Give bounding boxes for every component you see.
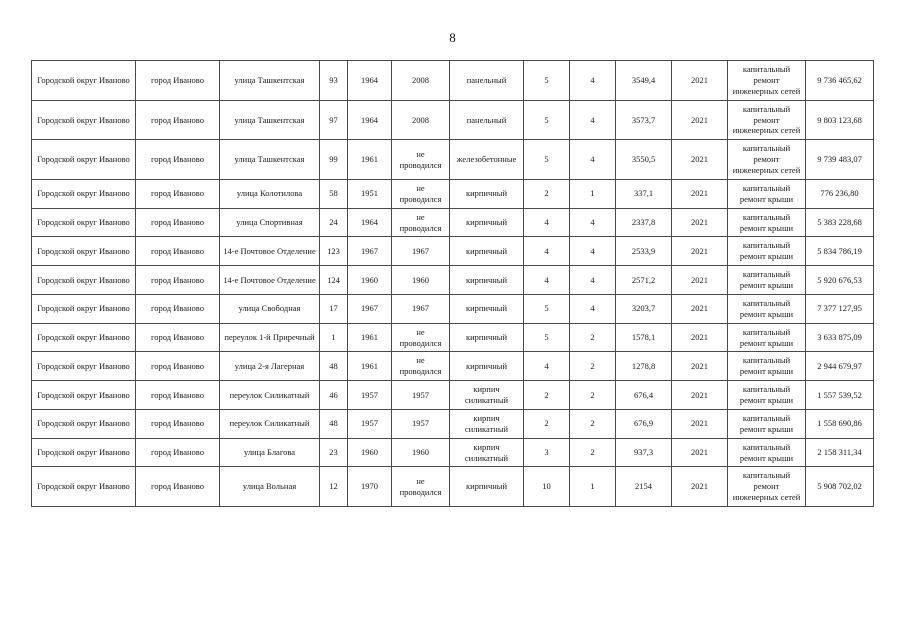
buildings-table bbox=[31, 60, 874, 507]
table-cell: 1967 bbox=[392, 237, 450, 266]
table-cell: кирпичный bbox=[450, 179, 524, 208]
table-cell: город Иваново bbox=[136, 61, 220, 101]
table-cell: 1957 bbox=[348, 381, 392, 410]
table-row bbox=[32, 294, 874, 323]
table-cell: капитальный ремонт крыши bbox=[728, 409, 806, 438]
table-cell: капитальный ремонт крыши bbox=[728, 294, 806, 323]
table-cell: Городской округ Иваново bbox=[32, 140, 136, 180]
table-cell: город Иваново bbox=[136, 294, 220, 323]
table-cell: 2021 bbox=[672, 323, 728, 352]
table-cell: 2008 bbox=[392, 100, 450, 140]
table-row bbox=[32, 266, 874, 295]
table-cell: Городской округ Иваново bbox=[32, 237, 136, 266]
table-cell: 46 bbox=[320, 381, 348, 410]
table-cell: 2571,2 bbox=[616, 266, 672, 295]
table-cell: капитальный ремонт крыши bbox=[728, 352, 806, 381]
table-cell: Городской округ Иваново bbox=[32, 438, 136, 467]
table-cell: 676,4 bbox=[616, 381, 672, 410]
table-row bbox=[32, 381, 874, 410]
table-cell: 2 bbox=[524, 179, 570, 208]
table-row bbox=[32, 409, 874, 438]
table-cell: 2021 bbox=[672, 100, 728, 140]
table-cell: 1 557 539,52 bbox=[806, 381, 874, 410]
table-cell: 3550,5 bbox=[616, 140, 672, 180]
table-row bbox=[32, 352, 874, 381]
table-cell: город Иваново bbox=[136, 266, 220, 295]
table-cell: город Иваново bbox=[136, 237, 220, 266]
table-cell: 2 bbox=[570, 352, 616, 381]
table-cell: 2 bbox=[570, 438, 616, 467]
table-row bbox=[32, 179, 874, 208]
table-cell: 2021 bbox=[672, 61, 728, 101]
table-cell: капитальный ремонт крыши bbox=[728, 237, 806, 266]
table-cell: 2 944 679,97 bbox=[806, 352, 874, 381]
table-row bbox=[32, 100, 874, 140]
table-cell: капитальный ремонт крыши bbox=[728, 438, 806, 467]
table-cell: переулок Силикатный bbox=[220, 381, 320, 410]
table-cell: Городской округ Иваново bbox=[32, 467, 136, 507]
table-cell: 2 158 311,34 bbox=[806, 438, 874, 467]
table-cell: капитальный ремонт инженерных сетей bbox=[728, 467, 806, 507]
table-cell: 3549,4 bbox=[616, 61, 672, 101]
table-cell: улица Благова bbox=[220, 438, 320, 467]
table-cell: 5 bbox=[524, 100, 570, 140]
table-cell: не проводился bbox=[392, 467, 450, 507]
table-cell: 4 bbox=[570, 266, 616, 295]
table-cell: железобетонные bbox=[450, 140, 524, 180]
table-cell: 2021 bbox=[672, 381, 728, 410]
table-cell: 4 bbox=[524, 237, 570, 266]
table-cell: Городской округ Иваново bbox=[32, 208, 136, 237]
table-cell: 937,3 bbox=[616, 438, 672, 467]
table-cell: 1967 bbox=[348, 237, 392, 266]
table-cell: 4 bbox=[524, 208, 570, 237]
table-cell: 1957 bbox=[348, 409, 392, 438]
table-body bbox=[32, 61, 874, 507]
table-cell: кирпичный bbox=[450, 294, 524, 323]
table-cell: 2021 bbox=[672, 208, 728, 237]
table-cell: 2021 bbox=[672, 237, 728, 266]
table-cell: кирпичный bbox=[450, 237, 524, 266]
table-row bbox=[32, 140, 874, 180]
table-cell: 5 383 228,68 bbox=[806, 208, 874, 237]
table-cell: 1964 bbox=[348, 208, 392, 237]
table-cell: Городской округ Иваново bbox=[32, 323, 136, 352]
table-cell: 1 bbox=[570, 179, 616, 208]
table-cell: Городской округ Иваново bbox=[32, 409, 136, 438]
table-cell: город Иваново bbox=[136, 409, 220, 438]
table-cell: 1960 bbox=[348, 438, 392, 467]
table-cell: город Иваново bbox=[136, 438, 220, 467]
table-cell: город Иваново bbox=[136, 208, 220, 237]
table-cell: улица 2-я Лагерная bbox=[220, 352, 320, 381]
page-number: 8 bbox=[449, 30, 456, 45]
table-cell: 2533,9 bbox=[616, 237, 672, 266]
table-cell: 1961 bbox=[348, 323, 392, 352]
table-cell: 2021 bbox=[672, 352, 728, 381]
table-cell: 2021 bbox=[672, 179, 728, 208]
table-cell: 7 377 127,95 bbox=[806, 294, 874, 323]
table-cell: кирпичный bbox=[450, 467, 524, 507]
table-cell: панельный bbox=[450, 61, 524, 101]
table-row bbox=[32, 438, 874, 467]
table-cell: улица Свободная bbox=[220, 294, 320, 323]
table-cell: кирпичный bbox=[450, 352, 524, 381]
table-cell: не проводился bbox=[392, 323, 450, 352]
table-cell: 3 633 875,09 bbox=[806, 323, 874, 352]
table-cell: 2 bbox=[570, 409, 616, 438]
table-cell: 1961 bbox=[348, 140, 392, 180]
table-cell: 1957 bbox=[392, 409, 450, 438]
table-cell: 4 bbox=[570, 237, 616, 266]
table-cell: город Иваново bbox=[136, 467, 220, 507]
table-cell: капитальный ремонт инженерных сетей bbox=[728, 100, 806, 140]
table-cell: 1 bbox=[570, 467, 616, 507]
table-cell: капитальный ремонт крыши bbox=[728, 208, 806, 237]
table-cell: 1960 bbox=[392, 266, 450, 295]
table-cell: 5 bbox=[524, 323, 570, 352]
table-cell: капитальный ремонт крыши bbox=[728, 266, 806, 295]
table-cell: 2 bbox=[570, 323, 616, 352]
table-cell: 10 bbox=[524, 467, 570, 507]
table-cell: 4 bbox=[524, 266, 570, 295]
table-cell: 3203,7 bbox=[616, 294, 672, 323]
table-cell: город Иваново bbox=[136, 323, 220, 352]
table-cell: не проводился bbox=[392, 140, 450, 180]
table-cell: 123 bbox=[320, 237, 348, 266]
table-cell: 48 bbox=[320, 409, 348, 438]
table-row bbox=[32, 467, 874, 507]
table-cell: 2021 bbox=[672, 438, 728, 467]
table-cell: Городской округ Иваново bbox=[32, 100, 136, 140]
table-cell: 5 908 702,02 bbox=[806, 467, 874, 507]
table-cell: 2154 bbox=[616, 467, 672, 507]
table-cell: Городской округ Иваново bbox=[32, 179, 136, 208]
table-cell: улица Вольная bbox=[220, 467, 320, 507]
table-cell: город Иваново bbox=[136, 381, 220, 410]
table-cell: кирпич силикатный bbox=[450, 438, 524, 467]
table-cell: 4 bbox=[570, 61, 616, 101]
table-cell: 1960 bbox=[348, 266, 392, 295]
table-cell: 4 bbox=[570, 208, 616, 237]
table-cell: 1578,1 bbox=[616, 323, 672, 352]
table-cell: город Иваново bbox=[136, 140, 220, 180]
table-cell: 14-е Почтовое Отделение bbox=[220, 266, 320, 295]
table-cell: 124 bbox=[320, 266, 348, 295]
table-cell: 17 bbox=[320, 294, 348, 323]
table-cell: 1970 bbox=[348, 467, 392, 507]
table-cell: кирпич силикатный bbox=[450, 409, 524, 438]
table-cell: 1964 bbox=[348, 100, 392, 140]
table-cell: 4 bbox=[570, 140, 616, 180]
table-cell: Городской округ Иваново bbox=[32, 61, 136, 101]
table-cell: 776 236,80 bbox=[806, 179, 874, 208]
table-cell: капитальный ремонт крыши bbox=[728, 179, 806, 208]
table-cell: капитальный ремонт инженерных сетей bbox=[728, 140, 806, 180]
table-cell: 99 bbox=[320, 140, 348, 180]
table-cell: 4 bbox=[570, 100, 616, 140]
table-cell: 1967 bbox=[348, 294, 392, 323]
table-cell: 2 bbox=[570, 381, 616, 410]
table-cell: кирпичный bbox=[450, 266, 524, 295]
table-cell: кирпич силикатный bbox=[450, 381, 524, 410]
table-cell: 2021 bbox=[672, 140, 728, 180]
table-cell: 5 bbox=[524, 294, 570, 323]
table-cell: 1967 bbox=[392, 294, 450, 323]
table-cell: улица Колотилова bbox=[220, 179, 320, 208]
table-cell: 2021 bbox=[672, 266, 728, 295]
table-cell: Городской округ Иваново bbox=[32, 266, 136, 295]
table-cell: переулок Силикатный bbox=[220, 409, 320, 438]
table-cell: панельный bbox=[450, 100, 524, 140]
table-cell: Городской округ Иваново bbox=[32, 352, 136, 381]
table-cell: капитальный ремонт инженерных сетей bbox=[728, 61, 806, 101]
table-cell: 58 bbox=[320, 179, 348, 208]
table-cell: 1960 bbox=[392, 438, 450, 467]
table-cell: 1278,8 bbox=[616, 352, 672, 381]
table-cell: город Иваново bbox=[136, 352, 220, 381]
table-cell: 2021 bbox=[672, 409, 728, 438]
table-cell: 5 bbox=[524, 140, 570, 180]
table-cell: не проводился bbox=[392, 179, 450, 208]
table-cell: кирпичный bbox=[450, 323, 524, 352]
table-cell: 1951 bbox=[348, 179, 392, 208]
table-cell: 9 739 483,07 bbox=[806, 140, 874, 180]
table-cell: город Иваново bbox=[136, 179, 220, 208]
table-cell: город Иваново bbox=[136, 100, 220, 140]
table-cell: 337,1 bbox=[616, 179, 672, 208]
table-cell: 9 803 123,68 bbox=[806, 100, 874, 140]
table-cell: 676,9 bbox=[616, 409, 672, 438]
table-cell: улица Ташкентская bbox=[220, 140, 320, 180]
table-cell: 2021 bbox=[672, 294, 728, 323]
table-cell: 4 bbox=[570, 294, 616, 323]
table-cell: не проводился bbox=[392, 208, 450, 237]
table-cell: 3 bbox=[524, 438, 570, 467]
table-row bbox=[32, 61, 874, 101]
table-cell: 3573,7 bbox=[616, 100, 672, 140]
table-cell: 12 bbox=[320, 467, 348, 507]
table-cell: 4 bbox=[524, 352, 570, 381]
table-cell: 23 bbox=[320, 438, 348, 467]
table-cell: 2 bbox=[524, 409, 570, 438]
table-row bbox=[32, 323, 874, 352]
table-cell: 1964 bbox=[348, 61, 392, 101]
table-cell: 1957 bbox=[392, 381, 450, 410]
table-cell: Городской округ Иваново bbox=[32, 294, 136, 323]
table-cell: 48 bbox=[320, 352, 348, 381]
table-cell: улица Ташкентская bbox=[220, 61, 320, 101]
table-cell: улица Ташкентская bbox=[220, 100, 320, 140]
table-cell: 2337,8 bbox=[616, 208, 672, 237]
table-cell: капитальный ремонт крыши bbox=[728, 381, 806, 410]
table-cell: 2021 bbox=[672, 467, 728, 507]
table-cell: 5 920 676,53 bbox=[806, 266, 874, 295]
table-cell: улица Спортивная bbox=[220, 208, 320, 237]
table-cell: 1 558 690,86 bbox=[806, 409, 874, 438]
table-cell: переулок 1-й Приречный bbox=[220, 323, 320, 352]
table-cell: 1961 bbox=[348, 352, 392, 381]
table-row bbox=[32, 237, 874, 266]
table-cell: 2 bbox=[524, 381, 570, 410]
table-cell: 5 bbox=[524, 61, 570, 101]
table-cell: 97 bbox=[320, 100, 348, 140]
table-cell: 14-е Почтовое Отделение bbox=[220, 237, 320, 266]
table-cell: 9 736 465,62 bbox=[806, 61, 874, 101]
table-cell: Городской округ Иваново bbox=[32, 381, 136, 410]
table-cell: 1 bbox=[320, 323, 348, 352]
table-cell: 2008 bbox=[392, 61, 450, 101]
table-cell: кирпичный bbox=[450, 208, 524, 237]
table-cell: 5 834 786,19 bbox=[806, 237, 874, 266]
table-cell: не проводился bbox=[392, 352, 450, 381]
table-cell: капитальный ремонт крыши bbox=[728, 323, 806, 352]
table-cell: 93 bbox=[320, 61, 348, 101]
table-row bbox=[32, 208, 874, 237]
table-cell: 24 bbox=[320, 208, 348, 237]
